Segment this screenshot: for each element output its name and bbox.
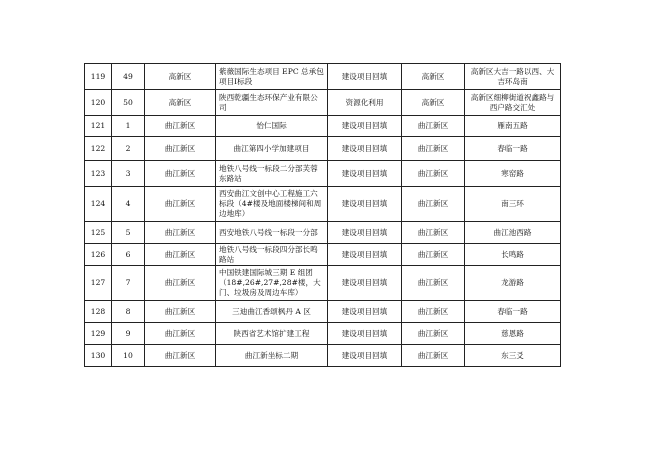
location-cell: 龙游路 xyxy=(465,266,561,301)
district-cell: 高新区 xyxy=(145,64,216,90)
project-table xyxy=(84,63,561,367)
seq-cell: 124 xyxy=(85,187,112,222)
project-name-cell: 中国铁建国际城三期 E 组团（18#,26#,27#,28#楼，大门、垃圾房及周边车库） xyxy=(216,266,328,301)
table-row xyxy=(85,222,561,244)
type-cell: 建设项目回填 xyxy=(328,64,402,90)
location-cell: 东三爻 xyxy=(465,345,561,367)
district-cell: 高新区 xyxy=(145,90,216,116)
type-cell: 建设项目回填 xyxy=(328,187,402,222)
seq-cell: 122 xyxy=(85,137,112,161)
seq-cell: 126 xyxy=(85,244,112,266)
district-cell: 曲江新区 xyxy=(145,222,216,244)
seq-cell: 130 xyxy=(85,345,112,367)
district-cell: 曲江新区 xyxy=(145,301,216,323)
seq-cell: 119 xyxy=(85,64,112,90)
project-name-cell: 地铁八号线一标段二分部芙蓉东路站 xyxy=(216,161,328,187)
type-cell: 建设项目回填 xyxy=(328,345,402,367)
project-name-cell: 西安地铁八号线一标段一分部 xyxy=(216,222,328,244)
table-row xyxy=(85,137,561,161)
project-name-cell: 陕西乾疆生态环保产业有限公司 xyxy=(216,90,328,116)
project-name-cell: 曲江第四小学加建项目 xyxy=(216,137,328,161)
district-cell: 曲江新区 xyxy=(145,323,216,345)
dest-district-cell: 曲江新区 xyxy=(402,187,465,222)
dest-district-cell: 曲江新区 xyxy=(402,222,465,244)
dest-district-cell: 曲江新区 xyxy=(402,266,465,301)
index-cell: 2 xyxy=(112,137,145,161)
district-cell: 曲江新区 xyxy=(145,345,216,367)
district-cell: 曲江新区 xyxy=(145,187,216,222)
location-cell: 高新区大吉一路以西、大吉环岛南 xyxy=(465,64,561,90)
location-cell: 长鸣路 xyxy=(465,244,561,266)
table-body xyxy=(85,64,561,367)
index-cell: 10 xyxy=(112,345,145,367)
seq-cell: 127 xyxy=(85,266,112,301)
seq-cell: 123 xyxy=(85,161,112,187)
seq-cell: 128 xyxy=(85,301,112,323)
index-cell: 8 xyxy=(112,301,145,323)
project-name-cell: 三迪曲江香颂枫丹 A 区 xyxy=(216,301,328,323)
project-name-cell: 地铁八号线一标段四分部长鸣路站 xyxy=(216,244,328,266)
index-cell: 7 xyxy=(112,266,145,301)
type-cell: 建设项目回填 xyxy=(328,137,402,161)
dest-district-cell: 曲江新区 xyxy=(402,323,465,345)
table-row xyxy=(85,90,561,116)
table-row xyxy=(85,161,561,187)
table-row xyxy=(85,187,561,222)
project-name-cell: 西安曲江文创中心工程施工六标段（4#楼及地面楼梯间和周边地库） xyxy=(216,187,328,222)
table-row xyxy=(85,301,561,323)
dest-district-cell: 曲江新区 xyxy=(402,345,465,367)
type-cell: 建设项目回填 xyxy=(328,222,402,244)
type-cell: 建设项目回填 xyxy=(328,244,402,266)
location-cell: 慈恩路 xyxy=(465,323,561,345)
location-cell: 曲江池西路 xyxy=(465,222,561,244)
location-cell: 寒窑路 xyxy=(465,161,561,187)
table-row xyxy=(85,64,561,90)
table-row xyxy=(85,116,561,137)
district-cell: 曲江新区 xyxy=(145,244,216,266)
type-cell: 建设项目回填 xyxy=(328,323,402,345)
district-cell: 曲江新区 xyxy=(145,137,216,161)
index-cell: 4 xyxy=(112,187,145,222)
location-cell: 高新区细柳街道祝鑫路与西户路交汇处 xyxy=(465,90,561,116)
dest-district-cell: 曲江新区 xyxy=(402,116,465,137)
index-cell: 50 xyxy=(112,90,145,116)
type-cell: 建设项目回填 xyxy=(328,161,402,187)
location-cell: 南三环 xyxy=(465,187,561,222)
location-cell: 雁南五路 xyxy=(465,116,561,137)
location-cell: 春临一路 xyxy=(465,137,561,161)
district-cell: 曲江新区 xyxy=(145,266,216,301)
index-cell: 6 xyxy=(112,244,145,266)
type-cell: 建设项目回填 xyxy=(328,301,402,323)
table-row xyxy=(85,244,561,266)
district-cell: 曲江新区 xyxy=(145,116,216,137)
table-row xyxy=(85,345,561,367)
table-row xyxy=(85,266,561,301)
index-cell: 9 xyxy=(112,323,145,345)
dest-district-cell: 曲江新区 xyxy=(402,137,465,161)
location-cell: 春临一路 xyxy=(465,301,561,323)
dest-district-cell: 曲江新区 xyxy=(402,301,465,323)
index-cell: 1 xyxy=(112,116,145,137)
index-cell: 3 xyxy=(112,161,145,187)
seq-cell: 129 xyxy=(85,323,112,345)
index-cell: 5 xyxy=(112,222,145,244)
seq-cell: 121 xyxy=(85,116,112,137)
dest-district-cell: 高新区 xyxy=(402,64,465,90)
seq-cell: 120 xyxy=(85,90,112,116)
district-cell: 曲江新区 xyxy=(145,161,216,187)
project-name-cell: 陕西省艺术馆扩建工程 xyxy=(216,323,328,345)
project-name-cell: 紫薇国际生态项目 EPC 总承包项目Ⅰ标段 xyxy=(216,64,328,90)
type-cell: 建设项目回填 xyxy=(328,266,402,301)
dest-district-cell: 高新区 xyxy=(402,90,465,116)
project-name-cell: 曲江新坐标二期 xyxy=(216,345,328,367)
project-name-cell: 怡仁国际 xyxy=(216,116,328,137)
dest-district-cell: 曲江新区 xyxy=(402,161,465,187)
index-cell: 49 xyxy=(112,64,145,90)
seq-cell: 125 xyxy=(85,222,112,244)
table-row xyxy=(85,323,561,345)
type-cell: 建设项目回填 xyxy=(328,116,402,137)
type-cell: 资源化利用 xyxy=(328,90,402,116)
dest-district-cell: 曲江新区 xyxy=(402,244,465,266)
